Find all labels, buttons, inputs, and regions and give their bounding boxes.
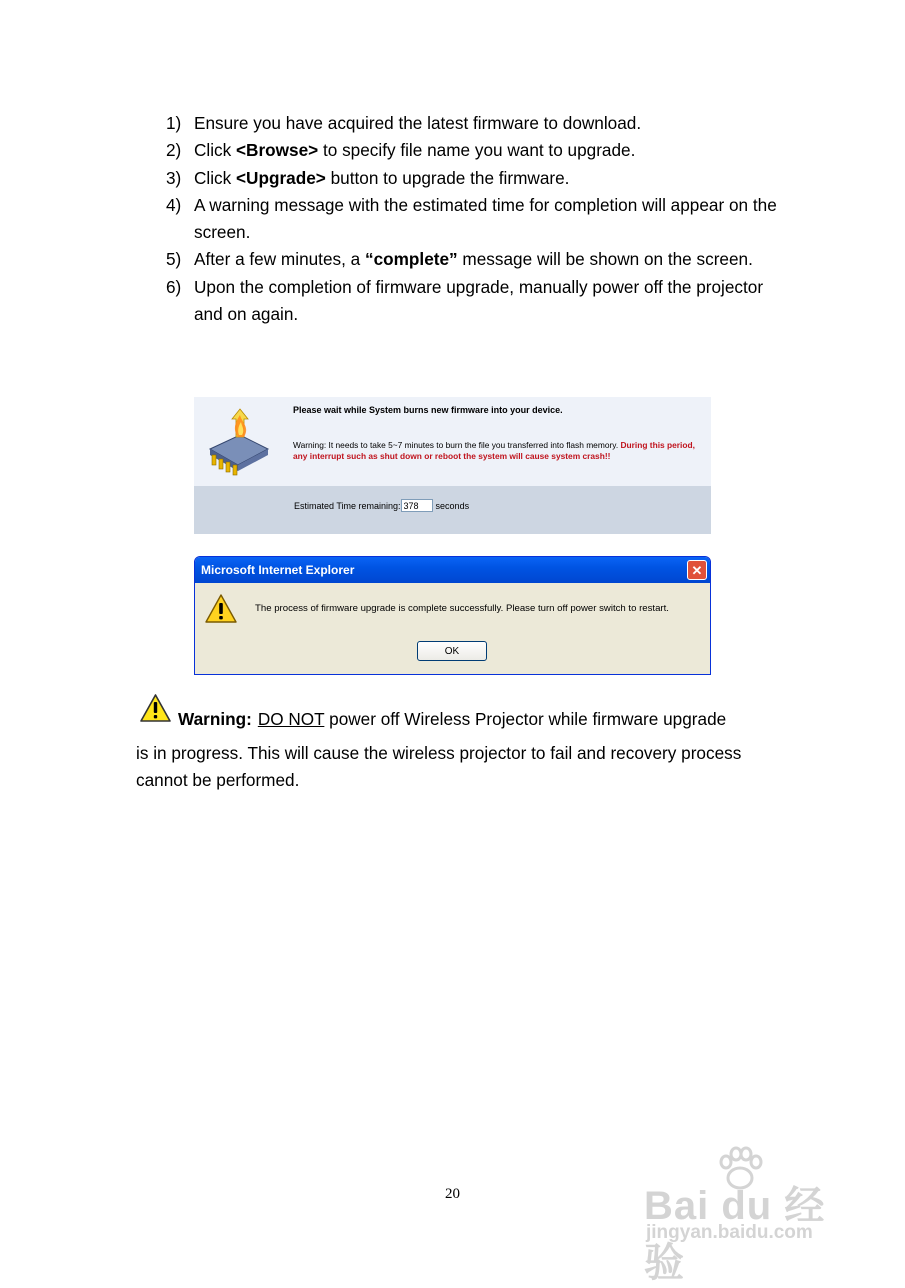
browse-keyword: <Browse>: [236, 140, 319, 161]
warning-icon: [139, 693, 172, 724]
warning-icon: [204, 593, 238, 625]
list-item: [166, 192, 786, 247]
list-item: [166, 165, 786, 192]
step-number: 4): [166, 194, 182, 215]
watermark-url: jingyan.baidu.com: [646, 1222, 813, 1243]
list-item: [166, 110, 786, 137]
step-number: 2): [166, 140, 182, 161]
close-icon: ✕: [691, 562, 703, 578]
step-text: Click <Upgrade> button to upgrade the firmware.: [194, 167, 570, 188]
step-text: Ensure you have acquired the latest firmware to download.: [194, 113, 642, 133]
burn-warning: Warning: It needs to take 5~7 minutes to burn the file you transferred into flash memory. During this period, any interrupt such as shut down or reboot the system will cause system crash!!: [293, 440, 695, 461]
firmware-chip-icon: [202, 405, 274, 477]
estimated-time-label: Estimated Time remaining:: [294, 500, 401, 511]
do-not-text: DO NOT: [257, 709, 325, 729]
step-number: 1): [166, 113, 182, 133]
close-button[interactable]: [687, 560, 707, 580]
step-text: Upon the completion of firmware upgrade, manually power off the projector and on again.: [194, 276, 764, 325]
ok-button[interactable]: OK: [417, 641, 487, 661]
watermark-logo: Bai du 经验: [644, 1184, 826, 1285]
instruction-list: [166, 110, 786, 328]
firmware-burn-panel: [194, 397, 711, 534]
upgrade-keyword: <Upgrade>: [236, 167, 326, 188]
warning-heading-line: Warning: DO NOT power off Wireless Projector while firmware upgrade: [178, 709, 727, 729]
dialog-title: Microsoft Internet Explorer: [201, 563, 355, 577]
burn-warning-red: During this period, any interrupt such as shut down or reboot the system will cause system crash!!: [293, 440, 695, 461]
dialog-message: The process of firmware upgrade is complete successfully. Please turn off power switch to restart.: [255, 603, 669, 614]
list-item: [166, 246, 786, 273]
dialog-titlebar[interactable]: [195, 557, 710, 583]
estimated-time-input[interactable]: [401, 499, 433, 512]
complete-keyword: “complete”: [365, 249, 458, 270]
step-text: A warning message with the estimated time for completion will appear on the screen.: [194, 194, 777, 243]
step-number: 6): [166, 276, 182, 297]
step-text: Click <Browse> to specify file name you want to upgrade.: [194, 140, 636, 161]
page-number: 20: [445, 1186, 460, 1202]
list-item: [166, 274, 786, 329]
list-item: [166, 137, 786, 164]
burn-title: Please wait while System burns new firmware into your device.: [293, 405, 563, 415]
step-number: 3): [166, 167, 182, 188]
baidu-watermark: [640, 1140, 855, 1285]
step-text: After a few minutes, a “complete” message will be shown on the screen.: [194, 249, 753, 270]
warning-body: is in progress. This will cause the wireless projector to fail and recovery process cannot be performed.: [136, 743, 742, 791]
warning-label: Warning:: [178, 709, 252, 729]
seconds-label: seconds: [435, 500, 470, 511]
ie-dialog: [194, 556, 711, 675]
step-number: 5): [166, 249, 182, 270]
estimated-time-row: [294, 499, 469, 512]
